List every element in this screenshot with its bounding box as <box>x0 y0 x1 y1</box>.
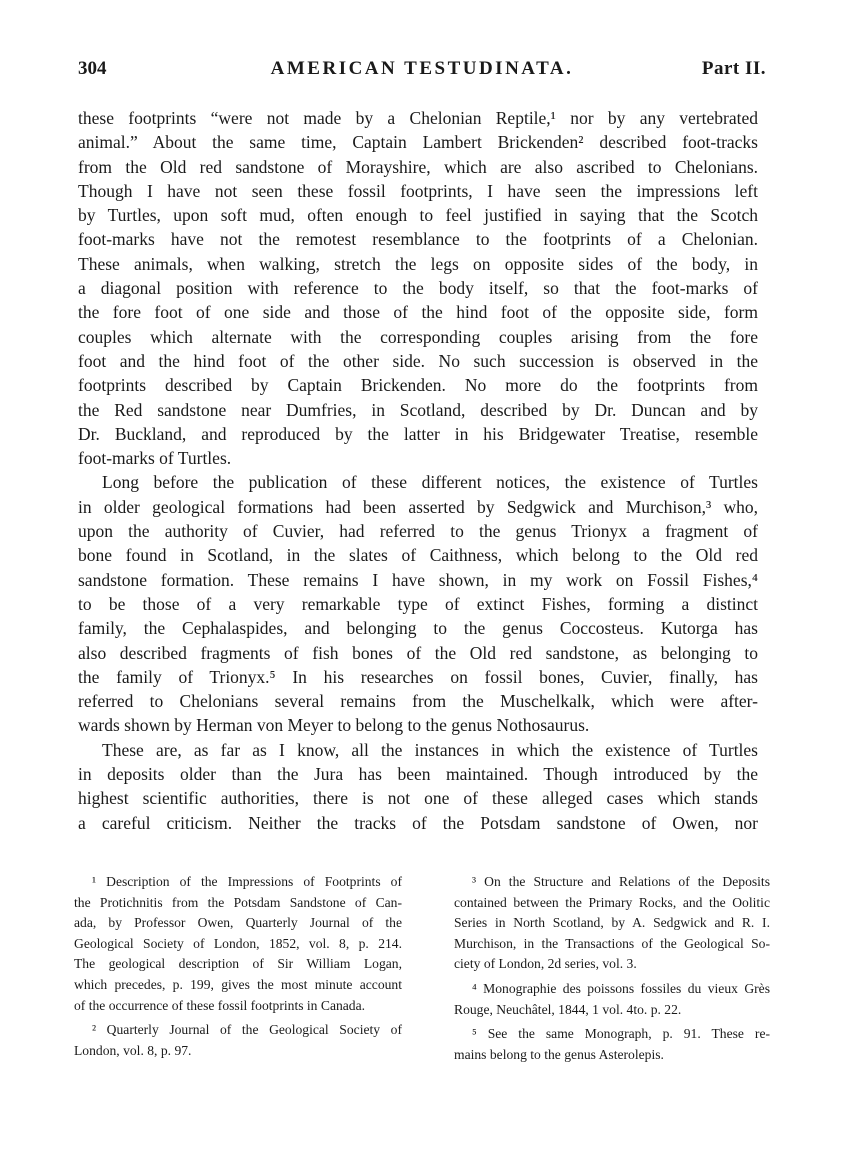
footnote-line: ³ On the Structure and Relations of the Deposits <box>472 874 770 889</box>
page-number: 304 <box>78 58 107 79</box>
footnote-line: London, vol. 8, p. 97. <box>74 1042 192 1058</box>
body-line: by Turtles, upon soft mud, often enough to feel justified in saying that the Scotch <box>78 205 758 226</box>
body-line: in older geological formations had been asserted by Sedgwick and Murchison,³ who, <box>78 496 758 517</box>
body-line: the Red sandstone near Dumfries, in Scotland, described by Dr. Duncan and by <box>78 399 758 420</box>
body-line: from the Old red sandstone of Morayshire, which are also ascribed to Chelonians. <box>78 156 758 177</box>
body-line: in deposits older than the Jura has been maintained. Though introduced by the <box>78 764 758 785</box>
body-line: These are, as far as I know, all the instances in which the existence of Turtles <box>102 739 758 760</box>
body-text <box>78 106 758 835</box>
body-line: sandstone formation. These remains I have shown, in my work on Fossil Fishes,⁴ <box>78 569 758 590</box>
footnote-line: Rouge, Neuchâtel, 1844, 1 vol. 4to. p. 22. <box>454 1001 682 1017</box>
body-line: also described fragments of fish bones of the Old red sandstone, as belonging to <box>78 642 758 663</box>
body-line: these footprints “were not made by a Chelonian Reptile,¹ nor by any vertebrated <box>78 108 758 128</box>
body-line: Long before the publication of these different notices, the existence of Turtles <box>102 472 758 493</box>
body-line: a careful criticism. Neither the tracks of the Potsdam sandstone of Owen, nor <box>78 812 758 833</box>
body-line: footprints described by Captain Brickenden. No more do the footprints from <box>78 375 758 396</box>
body-line: upon the authority of Cuvier, had referred to the genus Trionyx a fragment of <box>78 521 758 542</box>
body-line: the fore foot of one side and those of the hind foot of the opposite side, form <box>78 302 758 323</box>
body-line: Though I have not seen these fossil footprints, I have seen the impressions left <box>78 180 758 201</box>
footnote-line: Geological Society of London, 1852, vol. 8, p. 214. <box>74 935 402 951</box>
part-label: Part II. <box>701 58 766 79</box>
footnote-line: ⁴ Monographie des poissons fossiles du vieux Grès <box>472 980 770 996</box>
footnote-line: The geological description of Sir William Logan, <box>74 956 402 972</box>
footnote-line: ada, by Professor Owen, Quarterly Journal of the <box>74 915 402 931</box>
body-line: foot and the hind foot of the other side. No such succession is observed in the <box>78 350 758 371</box>
body-line: animal.” About the same time, Captain Lambert Brickenden² described foot-tracks <box>78 132 758 153</box>
body-line: a diagonal position with reference to the body itself, so that the foot-marks of <box>78 278 758 299</box>
body-line: to be those of a very remarkable type of extinct Fishes, forming a distinct <box>78 593 758 614</box>
body-line: highest scientific authorities, there is not one of these alleged cases which stands <box>78 788 758 809</box>
footnote-line: Series in North Scotland, by A. Sedgwick and R. I. <box>454 915 770 931</box>
footnote-line: of the occurrence of these fossil footprints in Canada. <box>74 997 366 1013</box>
footnotes-right-column <box>454 872 770 1065</box>
body-line: couples which alternate with the corresponding couples arising from the fore <box>78 326 758 347</box>
footnote-line: ¹ Description of the Impressions of Footprints of <box>92 874 402 889</box>
footnotes-left-column <box>74 872 402 1061</box>
body-line: foot-marks have not the remotest resemblance to the footprints of a Chelonian. <box>78 229 758 250</box>
body-line: family, the Cephalaspides, and belonging to the genus Coccosteus. Kutorga has <box>78 618 758 639</box>
footnote-line: ⁵ See the same Monograph, p. 91. These re- <box>472 1026 770 1042</box>
footnote-line: the Protichnitis from the Potsdam Sandstone of Can- <box>74 894 402 910</box>
footnote-line: mains belong to the genus Asterolepis. <box>454 1046 664 1062</box>
body-line: bone found in Scotland, in the slates of Caithness, which belong to the Old red <box>78 545 758 566</box>
body-line: foot-marks of Turtles. <box>78 448 232 469</box>
body-line: These animals, when walking, stretch the legs on opposite sides of the body, in <box>78 253 758 274</box>
body-line: referred to Chelonians several remains from the Muschelkalk, which were after- <box>78 691 758 712</box>
footnote-line: ciety of London, 2d series, vol. 3. <box>454 956 637 972</box>
body-line: Dr. Buckland, and reproduced by the latter in his Bridgewater Treatise, resemble <box>78 423 758 444</box>
footnote-line: Murchison, in the Transactions of the Geological So- <box>454 935 770 951</box>
body-line: the family of Trionyx.⁵ In his researches on fossil bones, Cuvier, finally, has <box>78 666 758 687</box>
footnote-line: contained between the Primary Rocks, and the Oolitic <box>454 894 770 910</box>
footnote-line: which precedes, p. 199, gives the most minute account <box>74 976 402 992</box>
running-head <box>78 58 766 88</box>
running-title: AMERICAN TESTUDINATA. <box>270 58 574 79</box>
body-line: wards shown by Herman von Meyer to belong to the genus Nothosaurus. <box>78 715 590 736</box>
footnote-line: ² Quarterly Journal of the Geological Society of <box>92 1022 402 1038</box>
